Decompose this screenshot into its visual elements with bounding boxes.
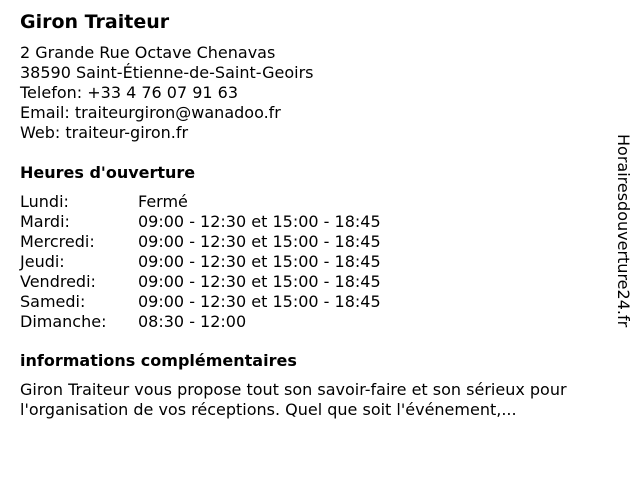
day-label: Lundi: (20, 192, 69, 211)
day-label: Mercredi: (20, 232, 95, 251)
day-hours: 09:00 - 12:30 et 15:00 - 18:45 (138, 252, 381, 271)
day-label: Dimanche: (20, 312, 107, 331)
hours-row-wednesday (20, 232, 610, 252)
day-label: Samedi: (20, 292, 86, 311)
hours-row-monday (20, 192, 610, 212)
web-text: Web: traiteur-giron.fr (20, 123, 189, 142)
phone-text: Telefon: +33 4 76 07 91 63 (20, 83, 239, 102)
hours-row-thursday (20, 252, 610, 272)
day-hours: 09:00 - 12:30 et 15:00 - 18:45 (138, 232, 381, 251)
day-hours: 09:00 - 12:30 et 15:00 - 18:45 (138, 212, 381, 231)
email-text: Email: traiteurgiron@wanadoo.fr (20, 103, 281, 122)
additional-info-text: Giron Traiteur vous propose tout son savoir-faire et son sérieux pour l'organisation de vos réceptions. Quel que soit l'événement,... (20, 380, 567, 419)
contact-block (20, 43, 610, 143)
day-label: Vendredi: (20, 272, 96, 291)
address-line-2: 38590 Saint-Étienne-de-Saint-Geoirs (20, 63, 314, 82)
site-watermark: Horairesdouverture24.fr (614, 134, 633, 328)
hours-row-sunday (20, 312, 610, 332)
day-hours: 09:00 - 12:30 et 15:00 - 18:45 (138, 292, 381, 311)
opening-hours-table (20, 192, 610, 332)
hours-row-friday (20, 272, 610, 292)
opening-hours-title: Heures d'ouverture (20, 163, 196, 182)
day-hours: 08:30 - 12:00 (138, 312, 247, 331)
day-hours: 09:00 - 12:30 et 15:00 - 18:45 (138, 272, 381, 291)
day-label: Jeudi: (20, 252, 65, 271)
business-card (20, 10, 610, 420)
day-label: Mardi: (20, 212, 70, 231)
business-name: Giron Traiteur (20, 11, 170, 33)
address-line-1: 2 Grande Rue Octave Chenavas (20, 43, 276, 62)
hours-row-saturday (20, 292, 610, 312)
hours-row-tuesday (20, 212, 610, 232)
day-hours: Fermé (138, 192, 188, 211)
additional-info-title: informations complémentaires (20, 351, 297, 370)
